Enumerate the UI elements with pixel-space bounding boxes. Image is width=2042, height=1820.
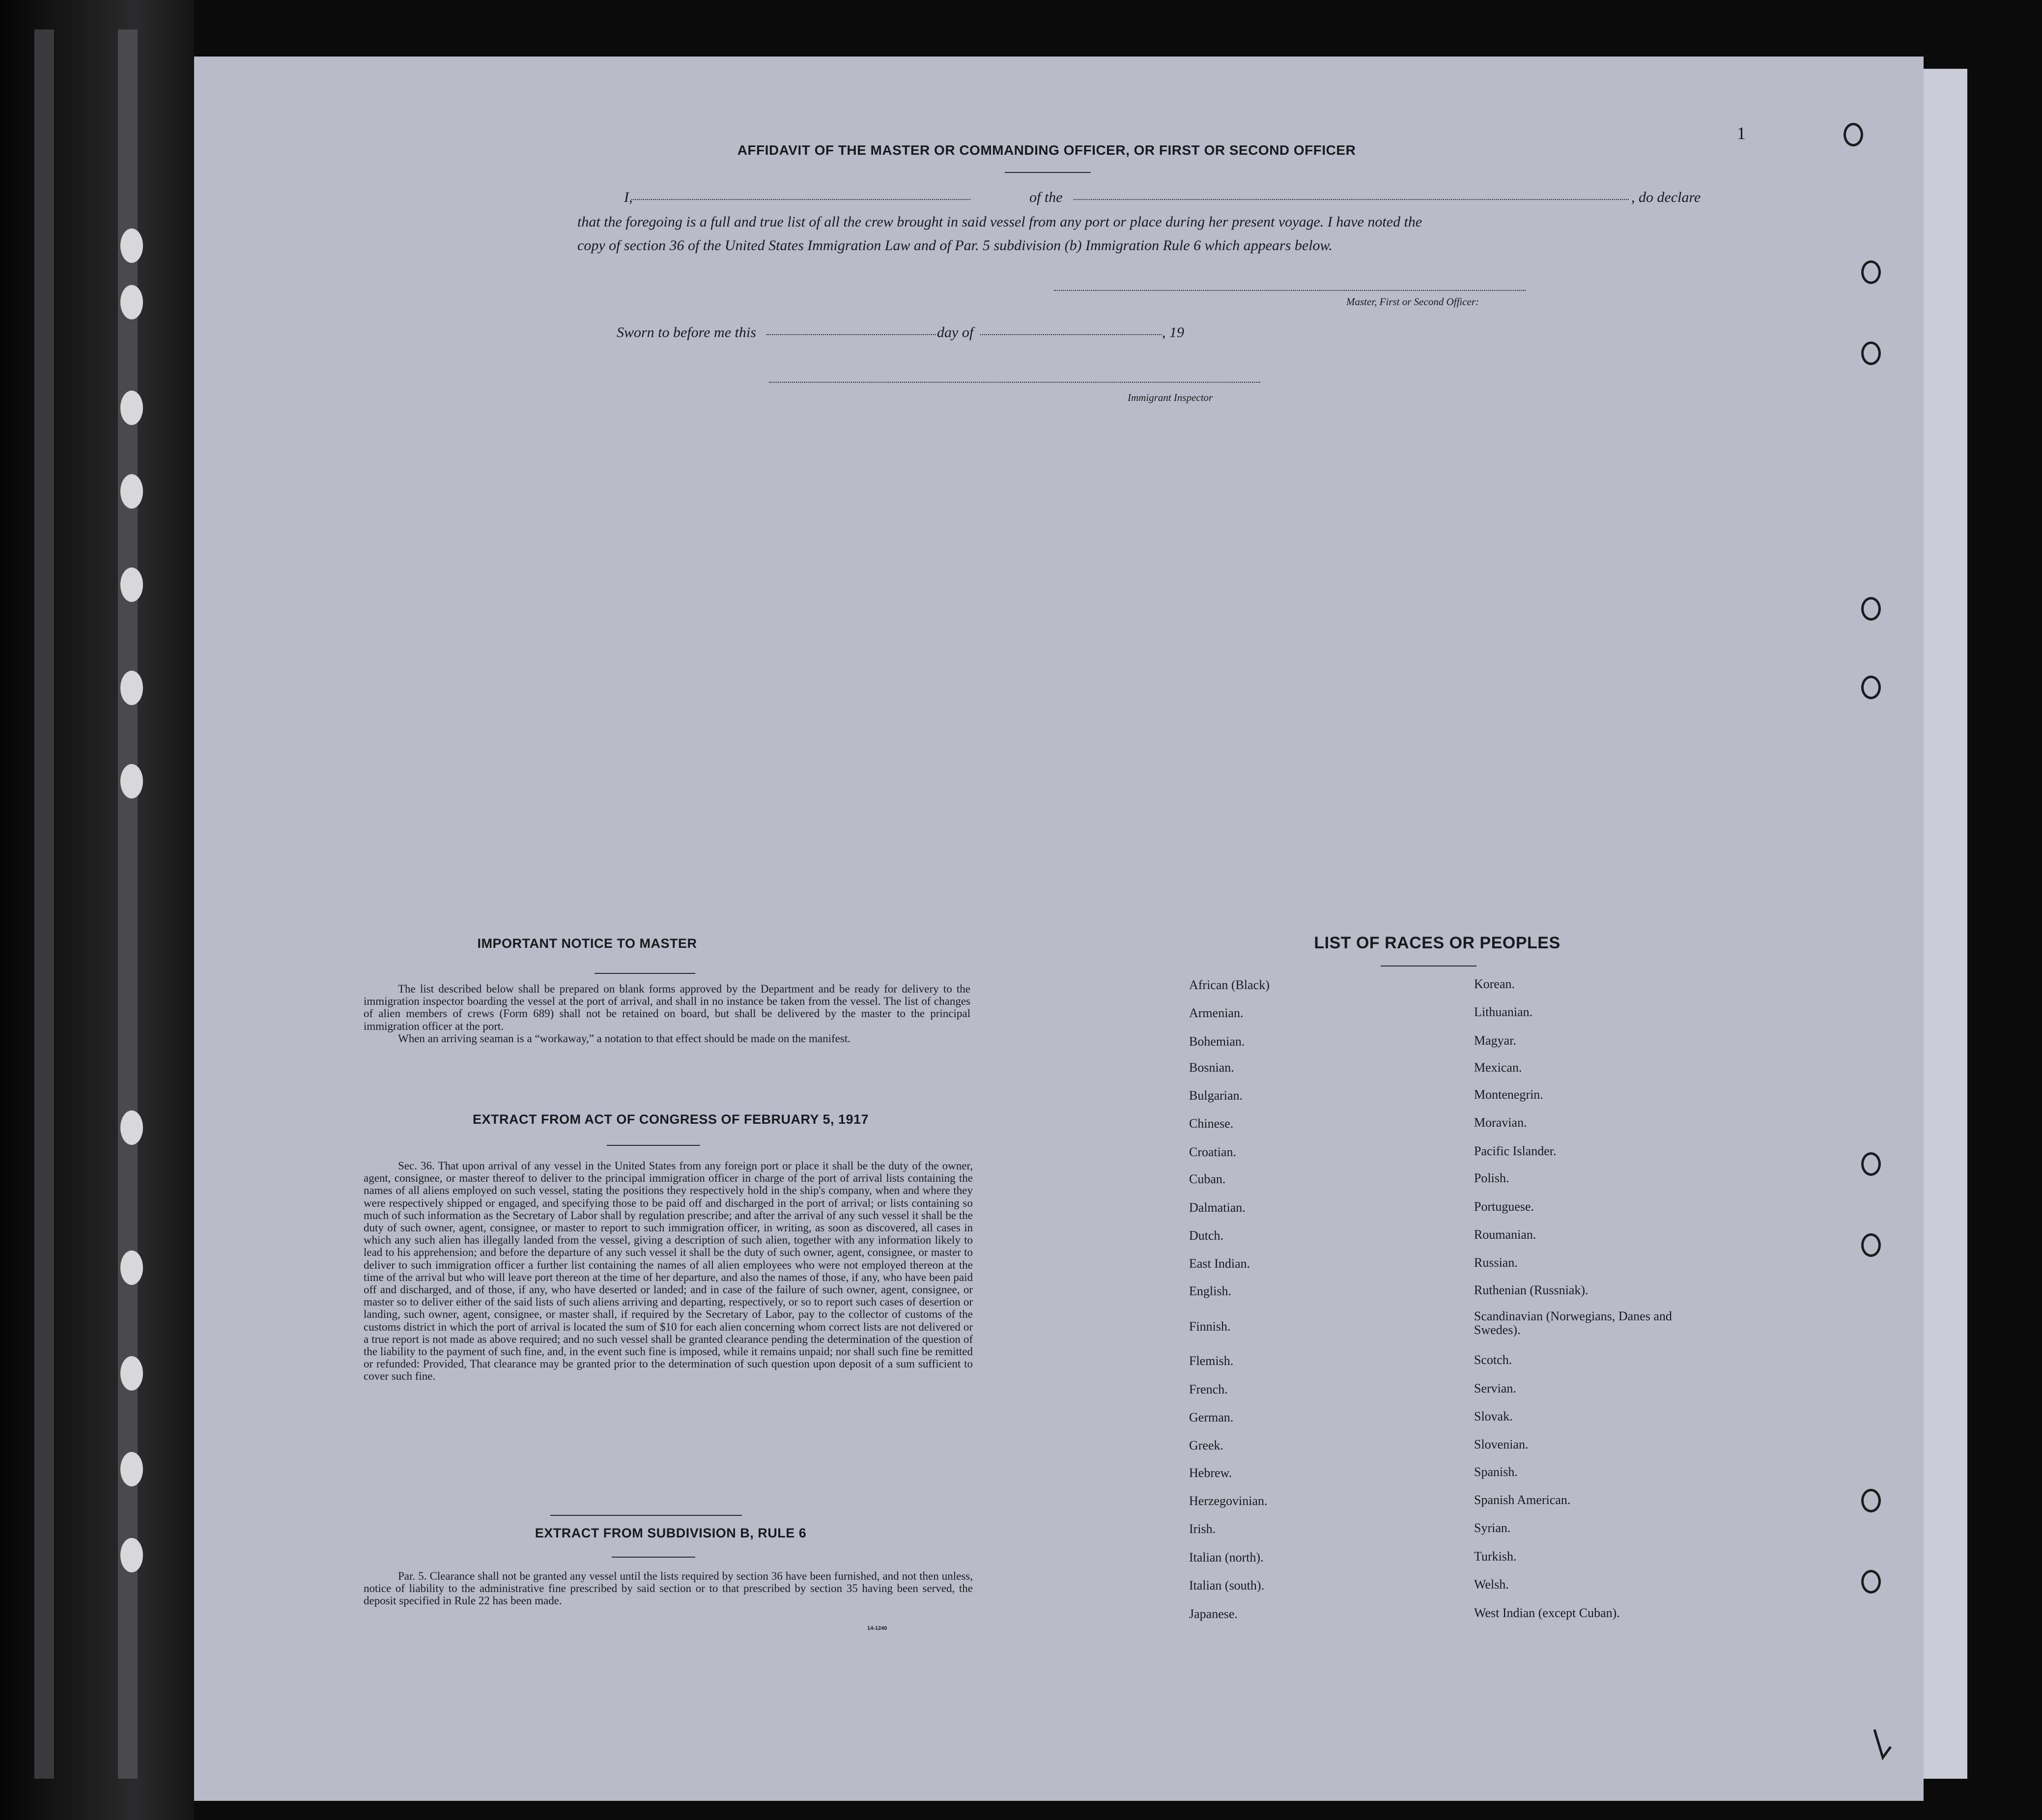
race-left: Italian (south). bbox=[1189, 1578, 1265, 1592]
notice-rule bbox=[595, 973, 695, 974]
ring-hole bbox=[1861, 676, 1881, 699]
punch-hole bbox=[120, 1251, 143, 1285]
race-right: Roumanian. bbox=[1474, 1227, 1536, 1242]
punch-hole bbox=[120, 1356, 143, 1391]
affidavit-line2: that the foregoing is a full and true list of all the crew brought in said vessel from any port or place during her present voyage. I have noted the bbox=[577, 214, 1422, 230]
race-left: Japanese. bbox=[1189, 1607, 1238, 1621]
punch-hole bbox=[120, 1452, 143, 1486]
binder-strip bbox=[34, 29, 54, 1779]
sworn-label: Sworn to before me this bbox=[617, 324, 756, 341]
rule6-text bbox=[364, 1570, 973, 1607]
punch-hole bbox=[120, 391, 143, 425]
race-left: Chinese. bbox=[1189, 1116, 1234, 1131]
race-right: Scandinavian (Norwegians, Danes and Swedes). bbox=[1474, 1309, 1672, 1337]
race-right: Spanish American. bbox=[1474, 1493, 1571, 1507]
ring-hole bbox=[1843, 123, 1863, 146]
race-right: Syrian. bbox=[1474, 1521, 1511, 1535]
race-left: Greek. bbox=[1189, 1438, 1224, 1452]
affidavit-title: AFFIDAVIT OF THE MASTER OR COMMANDING OFFICER, OR FIRST OR SECOND OFFICER bbox=[737, 142, 1356, 158]
race-right: Mexican. bbox=[1474, 1060, 1522, 1075]
ring-hole bbox=[1861, 1570, 1881, 1593]
inspector-signature-line[interactable] bbox=[769, 382, 1260, 383]
binder-edge bbox=[0, 0, 194, 1820]
year-label: , 19 bbox=[1162, 324, 1184, 341]
ring-hole bbox=[1861, 341, 1881, 365]
affidavit-line3: copy of section 36 of the United States Immigration Law and of Par. 5 subdivision (b) Immigration Rule 6 which appears below. bbox=[577, 237, 1333, 254]
sworn-day-line[interactable] bbox=[766, 334, 936, 335]
rule6-paragraph: Par. 5. Clearance shall not be granted any vessel until the lists required by section 36 have been furnished, and not then unless, notice of liability to the administrative fine prescribed by said section or to that prescribed by section 35 having been served, the deposit specified in Rule 22 has been made. bbox=[364, 1570, 973, 1607]
race-right: Scotch. bbox=[1474, 1353, 1512, 1367]
punch-hole bbox=[120, 1110, 143, 1145]
race-right: Pacific Islander. bbox=[1474, 1144, 1557, 1158]
race-left: Armenian. bbox=[1189, 1006, 1244, 1020]
punch-hole bbox=[120, 671, 143, 705]
race-left: Dalmatian. bbox=[1189, 1200, 1246, 1215]
act-rule bbox=[607, 1145, 700, 1146]
races-rule bbox=[1381, 966, 1476, 967]
master-signature-line[interactable] bbox=[1054, 290, 1526, 291]
act-text bbox=[364, 1160, 973, 1383]
notice-text bbox=[364, 983, 970, 1045]
race-right: West Indian (except Cuban). bbox=[1474, 1606, 1620, 1620]
race-left: Cuban. bbox=[1189, 1172, 1226, 1186]
ring-hole bbox=[1861, 1489, 1881, 1512]
race-left: Finnish. bbox=[1189, 1319, 1231, 1334]
ring-hole bbox=[1861, 260, 1881, 284]
race-right: Welsh. bbox=[1474, 1577, 1509, 1592]
master-signature-label: Master, First or Second Officer: bbox=[1346, 296, 1479, 308]
race-left: African (Black) bbox=[1189, 978, 1270, 992]
race-left: Herzegovinian. bbox=[1189, 1494, 1268, 1508]
punch-hole bbox=[120, 1538, 143, 1572]
race-left: Italian (north). bbox=[1189, 1550, 1264, 1564]
affidavit-i-label: I, bbox=[624, 189, 633, 205]
race-right: Portuguese. bbox=[1474, 1199, 1534, 1214]
race-right: Slovak. bbox=[1474, 1409, 1513, 1423]
race-right: Russian. bbox=[1474, 1255, 1518, 1270]
punch-hole bbox=[120, 285, 143, 319]
race-right: Montenegrin. bbox=[1474, 1087, 1543, 1102]
race-right: Polish. bbox=[1474, 1171, 1509, 1185]
race-right: Lithuanian. bbox=[1474, 1005, 1533, 1019]
punch-hole bbox=[120, 474, 143, 509]
race-right: Ruthenian (Russniak). bbox=[1474, 1283, 1588, 1297]
punch-hole bbox=[120, 228, 143, 263]
race-right: Korean. bbox=[1474, 977, 1515, 991]
rule6-title: EXTRACT FROM SUBDIVISION B, RULE 6 bbox=[535, 1526, 807, 1540]
form-page bbox=[194, 57, 1924, 1801]
race-right: Slovenian. bbox=[1474, 1437, 1529, 1451]
title-rule bbox=[1005, 172, 1091, 173]
race-right: Turkish. bbox=[1474, 1549, 1517, 1564]
race-left: Flemish. bbox=[1189, 1354, 1234, 1368]
act-end-rule bbox=[550, 1515, 742, 1516]
notice-title: IMPORTANT NOTICE TO MASTER bbox=[477, 936, 697, 951]
race-left: Irish. bbox=[1189, 1522, 1216, 1536]
vessel-line[interactable] bbox=[1074, 199, 1629, 200]
race-left: Bohemian. bbox=[1189, 1034, 1245, 1049]
day-of-label: day of bbox=[937, 324, 974, 341]
race-right: Servian. bbox=[1474, 1381, 1516, 1395]
affidavit-do-declare: , do declare bbox=[1631, 189, 1701, 205]
race-right: Moravian. bbox=[1474, 1115, 1527, 1130]
form-number: 14-1240 bbox=[867, 1625, 887, 1631]
notice-paragraph-2: When an arriving seaman is a “workaway,” a notation to that effect should be made on the manifest. bbox=[398, 1032, 851, 1045]
name-line[interactable] bbox=[631, 199, 970, 200]
punch-hole bbox=[120, 568, 143, 602]
race-right: Magyar. bbox=[1474, 1033, 1516, 1048]
race-left: Bulgarian. bbox=[1189, 1088, 1243, 1103]
race-left: Croatian. bbox=[1189, 1145, 1237, 1159]
race-left: Hebrew. bbox=[1189, 1466, 1232, 1480]
race-left: English. bbox=[1189, 1284, 1231, 1298]
sworn-month-line[interactable] bbox=[980, 334, 1162, 335]
page-number: 1 bbox=[1737, 123, 1746, 143]
race-left: Dutch. bbox=[1189, 1228, 1224, 1243]
affidavit-of-the: of the bbox=[1029, 189, 1063, 205]
check-mark-icon bbox=[1872, 1727, 1897, 1762]
ring-hole bbox=[1861, 597, 1881, 621]
race-left: Bosnian. bbox=[1189, 1060, 1234, 1075]
punch-hole bbox=[120, 764, 143, 798]
rule6-rule bbox=[612, 1557, 695, 1558]
notice-paragraph-1: The list described below shall be prepared on blank forms approved by the Department and be ready for delivery to the immigration inspector boarding the vessel at the port of arrival, and shall in no instance be taken from the vessel. The list of changes of alien members of crews (Form 689) shall not be retained on board, but shall be delivered by the master to the principal immigration officer at the port. bbox=[364, 983, 970, 1032]
ring-hole bbox=[1861, 1152, 1881, 1176]
race-left: East Indian. bbox=[1189, 1256, 1250, 1271]
section-36-text: Sec. 36. That upon arrival of any vessel in the United States from any foreign port or place it shall be the duty of the owner, agent, consignee, or master thereof to deliver to the principal immigration officer in charge of the port of arrival lists containing the names of all aliens employed on such vessel, stating the positions they respectively hold in the ship's company, when and where they were respectively shipped or engaged, and specifying those to be paid off and discharged in the port of arrival; or lists containing so much of such information as the Secretary of Labor shall by regulation prescribe; and after the arrival of any such vessel it shall be the duty of such owner, agent, consignee, or master to report to such immigration officer, in writing, as soon as discovered, all cases in which any such alien has illegally landed from the vessel, giving a description of such alien, together with any information likely to lead to his apprehension; and before the departure of any such vessel it shall be the duty of such owner, agent, consignee, or master to deliver to such immigration officer a further list containing the names of all alien employees who were not employed thereon at the time of the arrival but who will leave port thereon at the time of her departure, and also the names of those, if any, who have been paid off and discharged, and of those, if any, who have deserted or landed; and in case of the failure of such owner, agent, consignee, or master so to deliver either of the said lists of such aliens arriving and departing, respectively, or so to report such cases of desertion or landing, such owner, agent, consignee, or master shall, if required by the Secretary of Labor, pay to the collector of customs of the customs district in which the port of arrival is located the sum of $10 for each alien concerning whom correct lists are not delivered or a true report is not made as above required; and no such vessel shall be granted clearance pending the determination of the question of the liability to the payment of such fine, and, in the event such fine is imposed, while it remains unpaid; nor shall such fine be remitted or refunded: Provided, That clearance may be granted prior to the determination of such question upon deposit of a sum sufficient to cover such fine. bbox=[364, 1160, 973, 1383]
race-left: German. bbox=[1189, 1410, 1234, 1424]
race-right: Spanish. bbox=[1474, 1465, 1518, 1479]
ring-hole bbox=[1861, 1233, 1881, 1257]
races-title: LIST OF RACES OR PEOPLES bbox=[1314, 934, 1560, 952]
page-edge bbox=[1921, 69, 1967, 1779]
race-left: French. bbox=[1189, 1382, 1228, 1396]
act-title: EXTRACT FROM ACT OF CONGRESS OF FEBRUARY 5, 1917 bbox=[472, 1112, 869, 1127]
inspector-label: Immigrant Inspector bbox=[1128, 392, 1213, 403]
